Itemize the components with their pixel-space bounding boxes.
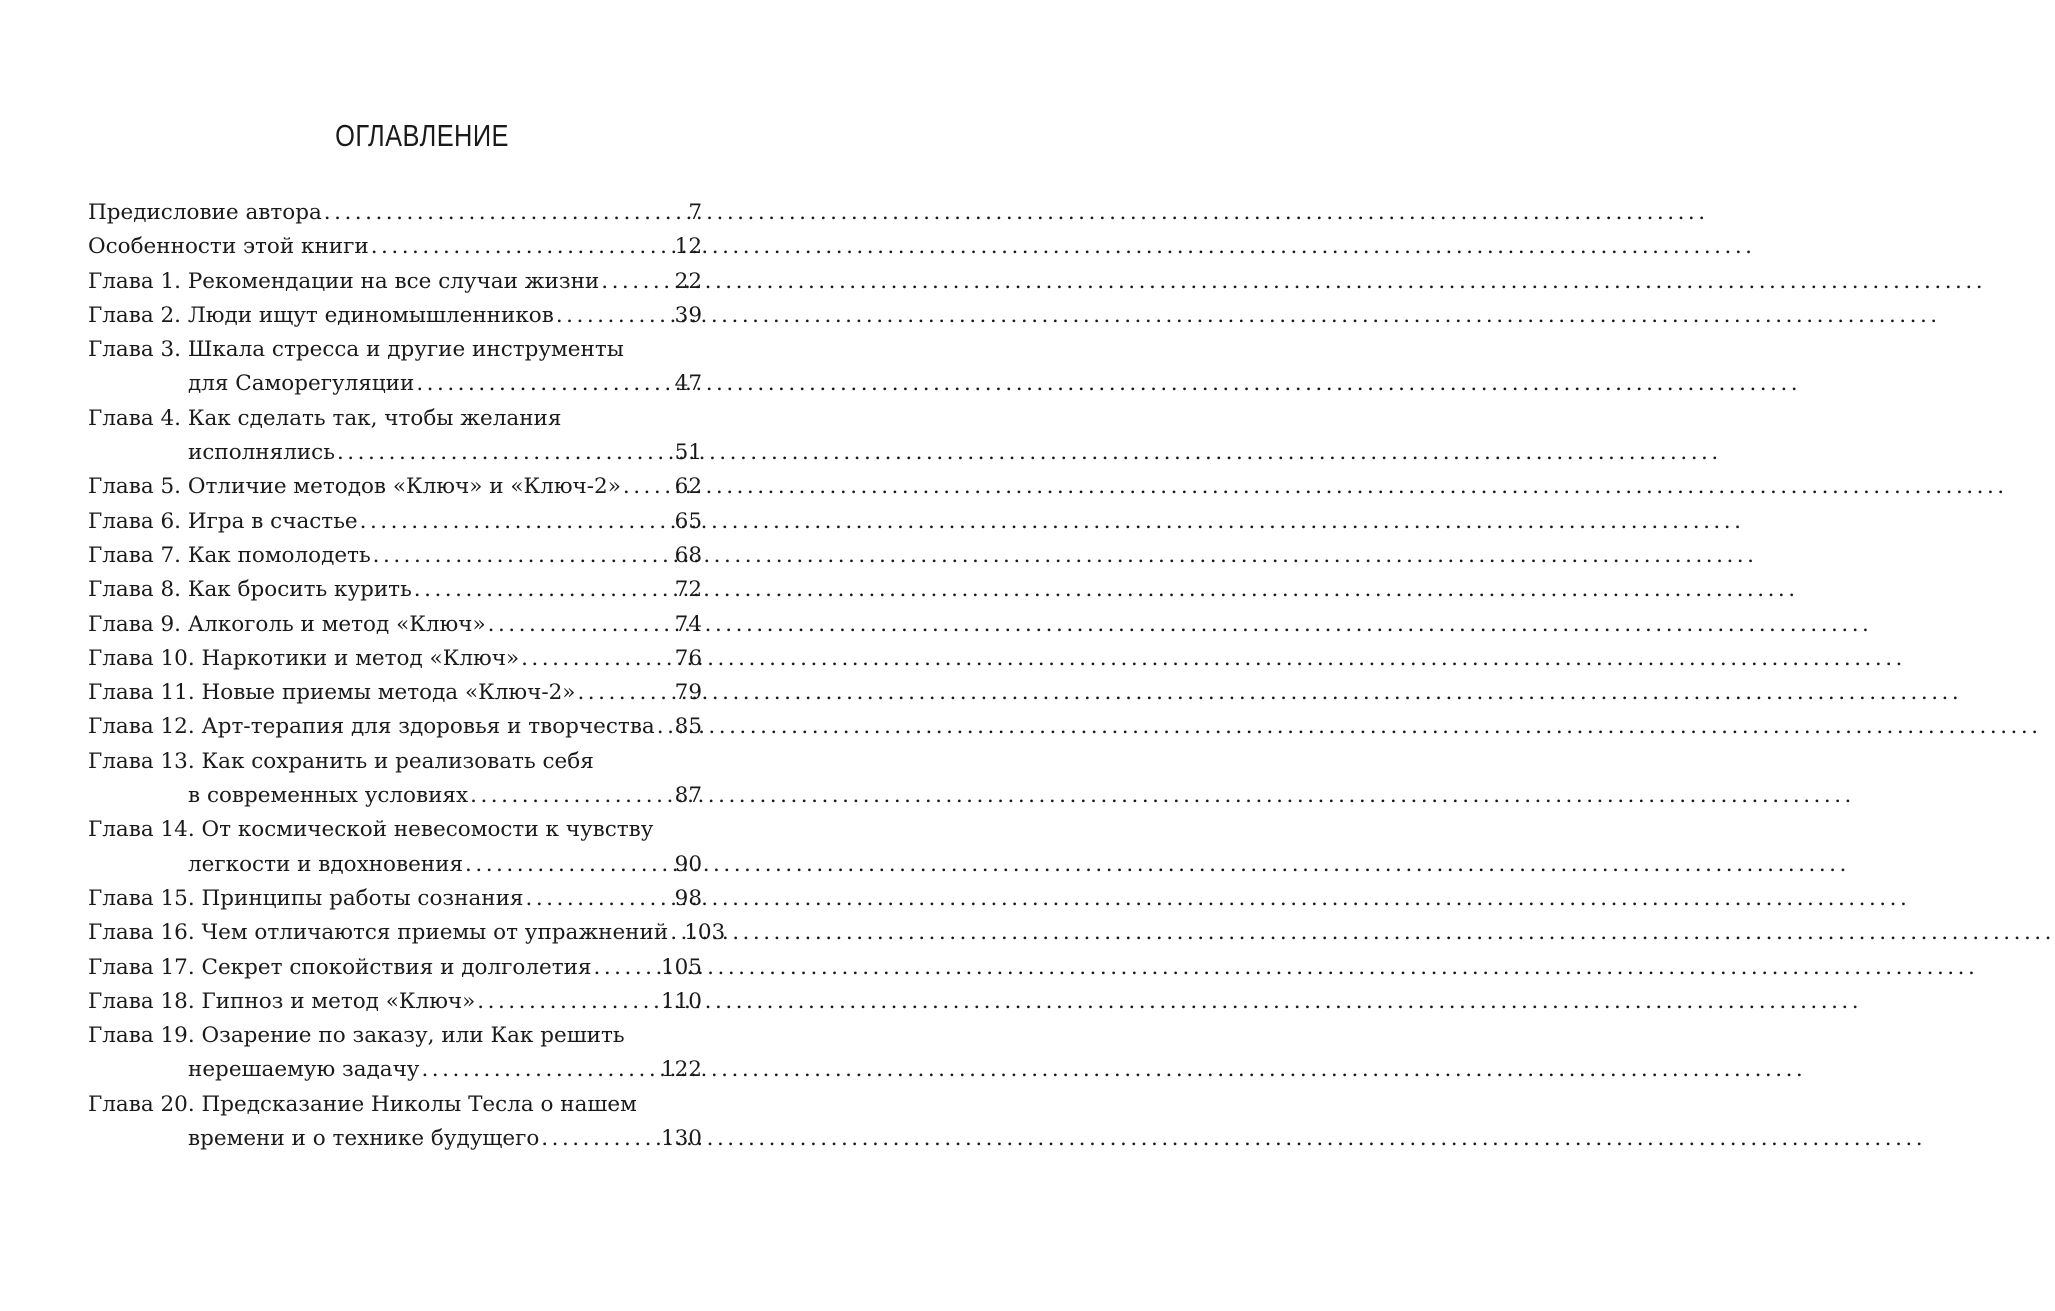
toc-entry bbox=[88, 916, 726, 950]
toc-entry-text: Глава 8. Как бросить курить bbox=[88, 577, 412, 603]
toc-entry-continuation bbox=[88, 367, 702, 401]
toc-entry bbox=[88, 470, 702, 504]
toc-page-number: 87 bbox=[674, 783, 702, 809]
toc-entry-text: Предисловие автора bbox=[88, 200, 322, 225]
toc-page-number: 68 bbox=[674, 542, 702, 568]
toc-entry-continuation bbox=[88, 779, 702, 813]
toc-entry bbox=[88, 1088, 702, 1122]
toc-page-number: 74 bbox=[674, 611, 702, 637]
toc-page-number: 98 bbox=[674, 885, 702, 911]
toc-entry bbox=[88, 505, 702, 539]
toc-leader-dots bbox=[465, 848, 671, 882]
toc-page-number: 122 bbox=[660, 1057, 702, 1083]
toc-entry-text: Глава 17. Секрет спокойствия и долголетия bbox=[88, 954, 592, 980]
toc-entry bbox=[88, 710, 702, 744]
toc-entry-continuation bbox=[88, 1122, 702, 1156]
toc-leader-dots bbox=[470, 779, 671, 813]
toc-leader-dots bbox=[477, 985, 657, 1019]
toc-entry-text: легкости и вдохновения bbox=[188, 851, 464, 877]
toc-leader-dots bbox=[577, 676, 670, 710]
toc-entry bbox=[88, 265, 702, 299]
toc-page-number: 65 bbox=[674, 508, 702, 534]
toc-entry-text: Глава 19. Озарение по заказу, или Как решить bbox=[88, 1023, 625, 1049]
table-of-contents bbox=[88, 196, 726, 1156]
toc-entry-text: Глава 20. Предсказание Николы Тесла о нашем bbox=[88, 1091, 637, 1117]
toc-page-number: 7 bbox=[688, 200, 702, 225]
toc-entry bbox=[88, 402, 702, 436]
toc-leader-dots bbox=[623, 470, 671, 504]
toc-leader-dots bbox=[373, 539, 671, 573]
toc-leader-dots bbox=[371, 230, 671, 264]
toc-leader-dots bbox=[526, 882, 671, 916]
toc-page-number: 130 bbox=[660, 1126, 702, 1152]
toc-leader-dots bbox=[416, 367, 670, 401]
toc-entry-text: нерешаемую задачу bbox=[188, 1057, 420, 1083]
toc-entry bbox=[88, 882, 702, 916]
toc-entry bbox=[88, 642, 702, 676]
toc-leader-dots bbox=[337, 436, 671, 470]
book-page bbox=[0, 0, 844, 1311]
toc-entry-text: Особенности этой книги bbox=[88, 234, 369, 260]
toc-entry-text: Глава 7. Как помолодеть bbox=[88, 542, 371, 568]
toc-entry-text: Глава 14. От космической невесомости к чувству bbox=[88, 817, 654, 843]
toc-entry-text: для Саморегуляции bbox=[188, 371, 415, 397]
page-title: ОГЛАВЛЕНИЕ bbox=[335, 118, 509, 153]
toc-entry-text: времени и о технике будущего bbox=[188, 1126, 540, 1152]
toc-entry bbox=[88, 985, 702, 1019]
toc-entry-text: Глава 16. Чем отличаются приемы от упражнений bbox=[88, 920, 669, 946]
toc-leader-dots bbox=[594, 951, 657, 985]
toc-leader-dots bbox=[657, 710, 671, 744]
toc-leader-dots bbox=[556, 299, 671, 333]
toc-page-number: 62 bbox=[674, 474, 702, 500]
toc-page-number: 103 bbox=[684, 920, 726, 946]
toc-leader-dots bbox=[541, 1122, 657, 1156]
toc-entry bbox=[88, 608, 702, 642]
toc-page-number: 47 bbox=[674, 371, 702, 397]
toc-page-number: 22 bbox=[674, 268, 702, 294]
toc-entry-text: Глава 12. Арт-терапия для здоровья и творчества bbox=[88, 714, 655, 740]
toc-leader-dots bbox=[521, 642, 671, 676]
toc-entry-continuation bbox=[88, 436, 702, 470]
toc-entry bbox=[88, 951, 702, 985]
toc-entry bbox=[88, 676, 702, 710]
toc-entry bbox=[88, 813, 702, 847]
toc-leader-dots bbox=[421, 1053, 656, 1087]
toc-page-number: 51 bbox=[674, 440, 702, 466]
toc-page-number: 110 bbox=[660, 988, 702, 1014]
toc-page-number: 105 bbox=[660, 954, 702, 980]
toc-entry bbox=[88, 333, 702, 367]
toc-entry-text: Глава 5. Отличие методов «Ключ» и «Ключ-2» bbox=[88, 474, 621, 500]
toc-entry-text: Глава 18. Гипноз и метод «Ключ» bbox=[88, 988, 476, 1014]
toc-entry-text: Глава 1. Рекомендации на все случаи жизни bbox=[88, 268, 600, 294]
toc-entry bbox=[88, 1019, 702, 1053]
toc-page-number: 79 bbox=[674, 680, 702, 706]
toc-entry-text: Глава 3. Шкала стресса и другие инструменты bbox=[88, 337, 624, 363]
toc-page-number: 39 bbox=[674, 302, 702, 328]
toc-entry bbox=[88, 230, 702, 264]
toc-entry-text: Глава 10. Наркотики и метод «Ключ» bbox=[88, 645, 520, 671]
toc-entry-text: Глава 11. Новые приемы метода «Ключ-2» bbox=[88, 680, 576, 706]
toc-leader-dots bbox=[360, 505, 671, 539]
toc-entry bbox=[88, 573, 702, 607]
toc-entry bbox=[88, 299, 702, 333]
toc-page-number: 72 bbox=[674, 577, 702, 603]
toc-leader-dots bbox=[324, 196, 685, 230]
toc-entry-text: Глава 15. Принципы работы сознания bbox=[88, 885, 524, 911]
toc-leader-dots bbox=[414, 573, 671, 607]
toc-page-number: 12 bbox=[674, 234, 702, 260]
toc-entry-text: Глава 4. Как сделать так, чтобы желания bbox=[88, 405, 562, 431]
toc-entry bbox=[88, 745, 702, 779]
toc-entry-text: Глава 9. Алкоголь и метод «Ключ» bbox=[88, 611, 486, 637]
toc-page-number: 90 bbox=[674, 851, 702, 877]
toc-entry-text: исполнялись bbox=[188, 440, 335, 466]
toc-entry-text: Глава 6. Игра в счастье bbox=[88, 508, 358, 534]
toc-entry-text: Глава 2. Люди ищут единомышленников bbox=[88, 302, 554, 328]
toc-entry-text: Глава 13. Как сохранить и реализовать себя bbox=[88, 748, 594, 774]
toc-entry-continuation bbox=[88, 1053, 702, 1087]
toc-entry bbox=[88, 539, 702, 573]
toc-leader-dots bbox=[488, 608, 671, 642]
toc-leader-dots bbox=[601, 265, 670, 299]
toc-entry-continuation bbox=[88, 848, 702, 882]
toc-page-number: 85 bbox=[674, 714, 702, 740]
toc-page-number: 76 bbox=[674, 645, 702, 671]
toc-leader-dots bbox=[670, 916, 680, 950]
toc-entry-text: в современных условиях bbox=[188, 783, 469, 809]
toc-entry bbox=[88, 196, 702, 230]
